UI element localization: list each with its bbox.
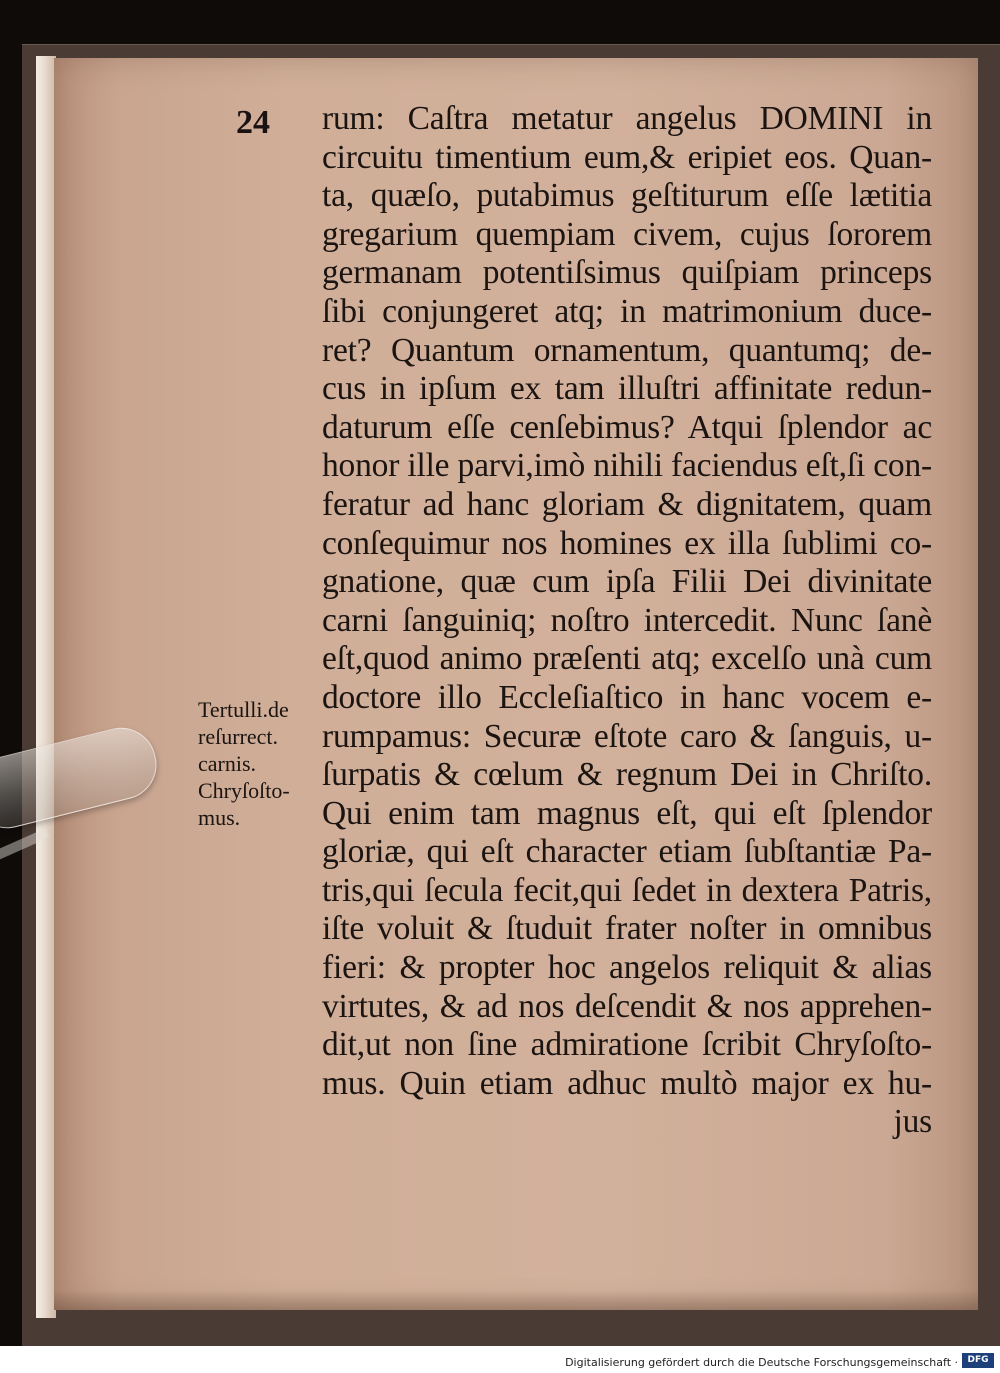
text-line: ret? Quantum ornamentum, quantumq; de- xyxy=(322,331,932,369)
text-line: gregarium quempiam civem, cujus ſororem xyxy=(322,215,932,253)
page-edge xyxy=(36,56,56,1318)
marginal-note-line: Tertulli.de xyxy=(198,697,289,722)
text-line: carni ſanguiniq; noſtro intercedit. Nunc ſanè xyxy=(322,601,932,639)
marginal-note-line: carnis. xyxy=(198,751,257,776)
text-line: cus in ipſum ex tam illuſtri affinitate redun- xyxy=(322,370,932,408)
marginal-note-line: mus. xyxy=(198,805,241,830)
page-shadow xyxy=(54,1290,978,1310)
text-line: Qui enim tam magnus eſt, qui eſt ſplendor xyxy=(322,794,932,832)
text-line: doctore illo Eccleſiaſtico in hanc vocem e- xyxy=(322,678,932,716)
text-line: eſt,quod animo præſenti atq; excelſo unà cum xyxy=(322,640,932,678)
text-line: rumpamus: Securæ eſtote caro & ſanguis, u- xyxy=(322,717,932,755)
text-line: dit,ut non ſine admiratione ſcribit Chryſoſto- xyxy=(322,1026,932,1064)
marginal-note-line: Chryſoſto- xyxy=(198,778,290,803)
text-line: germanam potentiſsimus quiſpiam princeps xyxy=(322,254,932,292)
marginal-note-line: reſurrect. xyxy=(198,724,278,749)
text-line: mus. Quin etiam adhuc multò major ex hu- xyxy=(322,1064,932,1102)
footer-credit: Digitalisierung gefördert durch die Deutsche Forschungsgemeinschaft · xyxy=(565,1356,958,1369)
page-number: 24 xyxy=(236,104,270,141)
text-line: ſurpatis & cœlum & regnum Dei in Chriſto. xyxy=(322,756,932,794)
text-line: tris,qui ſecula fecit,qui ſedet in dextera Patris, xyxy=(322,871,932,909)
body-text xyxy=(322,100,932,1142)
text-line: feratur ad hanc gloriam & dignitatem, quam xyxy=(322,485,932,523)
marginal-note xyxy=(198,696,328,831)
text-line: rum: Caſtra metatur angelus DOMINI in xyxy=(322,100,932,137)
text-line: honor ille parvi,imò nihili faciendus eſt,ſi con- xyxy=(322,447,932,485)
text-line: gloriæ, qui eſt character etiam ſubſtantiæ Pa- xyxy=(322,833,932,871)
text-line: gnatione, quæ cum ipſa Filii Dei divinitate xyxy=(322,563,932,601)
text-line: iſte voluit & ſtuduit frater noſter in omnibus xyxy=(322,910,932,948)
text-line: daturum eſſe cenſebimus? Atqui ſplendor ac xyxy=(322,408,932,446)
text-line: ſibi conjungeret atq; in matrimonium duce- xyxy=(322,292,932,330)
dfg-logo-icon: DFG xyxy=(962,1353,994,1368)
text-line: circuitu timentium eum,& eripiet eos. Quan- xyxy=(322,138,932,176)
text-line: conſequimur nos homines ex illa ſublimi co- xyxy=(322,524,932,562)
text-line: fieri: & propter hoc angelos reliquit & alias xyxy=(322,949,932,987)
text-line: virtutes, & ad nos deſcendit & nos apprehen- xyxy=(322,987,932,1025)
catchword: jus xyxy=(893,1103,932,1141)
text-line: ta, quæſo, putabimus geſtiturum eſſe lætitia xyxy=(322,177,932,215)
